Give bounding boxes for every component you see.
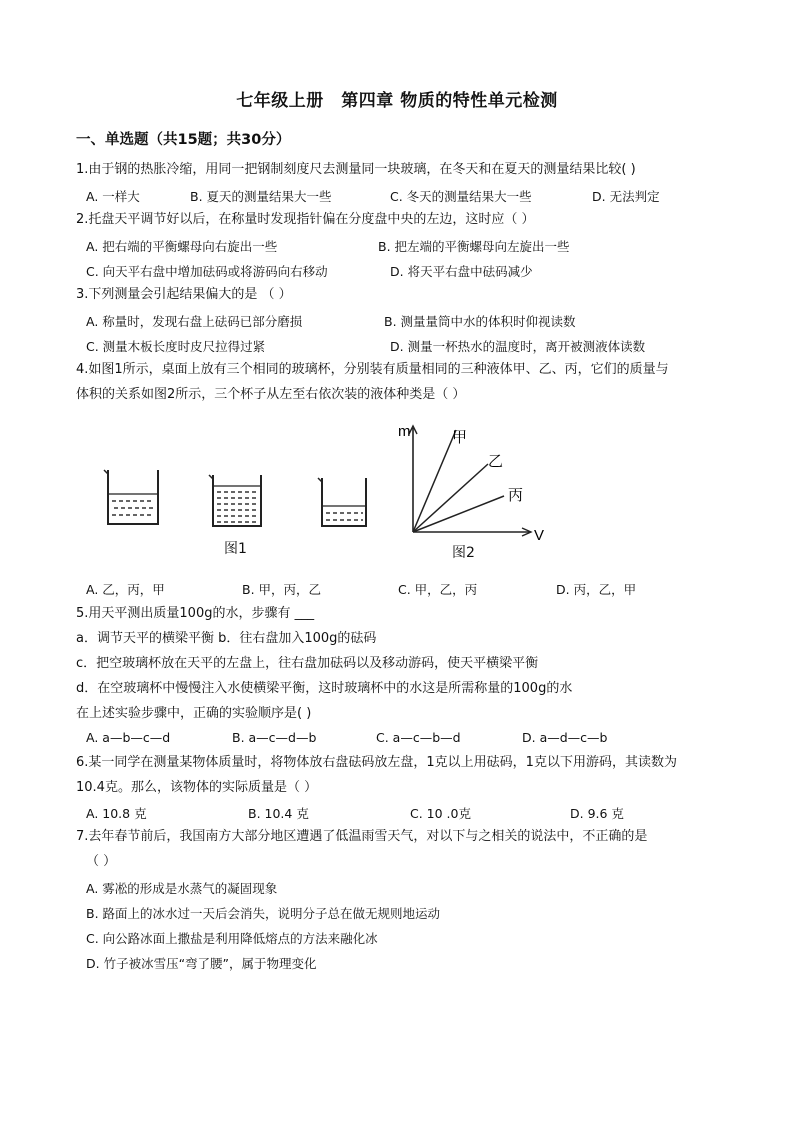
question-4-stem-line2: 体积的关系如图2所示，三个杯子从左至右依次装的液体种类是（ ） [76,387,466,402]
q5-ask: 在上述实验步骤中，正确的实验顺序是( ) [76,706,312,721]
q2-option-b: B. 把左端的平衡螺母向左旋出一些 [378,239,570,254]
q5-option-b: B. a—c—d—b [232,730,317,745]
figure-2-mass-volume-graph [400,420,560,550]
q1-option-d: D. 无法判定 [592,189,660,204]
label-jia: 甲 [452,428,468,446]
q7-option-d: D. 竹子被冰雪压“弯了腰”，属于物理变化 [86,956,317,971]
label-yi: 乙 [488,452,504,470]
section-heading: 一、单选题（共15题；共30分） [76,132,291,148]
q2-option-a: A. 把右端的平衡螺母向右旋出一些 [86,239,278,254]
q7-option-b: B. 路面上的冰水过一天后会消失，说明分子总在做无规则地运动 [86,906,441,921]
q4-option-d: D. 丙，乙，甲 [556,582,637,597]
label-bing: 丙 [508,486,524,504]
q4-option-b: B. 甲，丙，乙 [242,582,322,597]
q3-option-b: B. 测量量筒中水的体积时仰视读数 [384,314,576,329]
q1-option-c: C. 冬天的测量结果大一些 [390,189,532,204]
q7-option-a: A. 雾凇的形成是水蒸气的凝固现象 [86,881,278,896]
q3-option-c: C. 测量木板长度时皮尺拉得过紧 [86,339,266,354]
line-jia [413,430,456,532]
q5-step-c: c．把空玻璃杯放在天平的左盘上，往右盘加砝码以及移动游码，使天平横梁平衡 [76,656,539,671]
axis-m-label: m [398,423,411,440]
question-4-stem-line1: 4.如图1所示，桌面上放有三个相同的玻璃杯，分别装有质量相同的三种液体甲、乙、丙，它们的质量与 [76,362,669,377]
page-title: 七年级上册 第四章 物质的特性单元检测 [236,91,558,111]
question-2-stem: 2.托盘天平调节好以后，在称量时发现指针偏在分度盘中央的左边，这时应（ ） [76,212,535,227]
q3-option-d: D. 测量一杯热水的温度时，离开被测液体读数 [390,339,646,354]
q3-option-a: A. 称量时，发现右盘上砝码已部分磨损 [86,314,303,329]
q5-step-d: d．在空玻璃杯中慢慢注入水使横梁平衡，这时玻璃杯中的水这是所需称量的100g的水 [76,681,573,696]
q5-option-a: A. a—b—c—d [86,730,171,745]
question-6-stem-line1: 6.某一同学在测量某物体质量时，将物体放右盘砝码放左盘，1克以上用砝码，1克以下用游码，其读数为 [76,755,677,770]
beaker-middle [209,475,261,526]
q5-option-d: D. a—d—c—b [522,730,608,745]
beaker-right [318,478,366,526]
q6-option-b: B. 10.4 克 [248,806,309,821]
question-7-paren: （ ） [86,854,117,869]
question-5-stem: 5.用天平测出质量100g的水，步骤有 ___ [76,606,315,621]
q6-option-a: A. 10.8 克 [86,806,147,821]
question-3-stem: 3.下列测量会引起结果偏大的是 （ ） [76,287,292,302]
beaker-left [104,470,158,524]
figure-2-caption: 图2 [452,545,475,561]
question-6-stem-line2: 10.4克。那么，该物体的实际质量是（ ） [76,780,318,795]
line-yi [413,464,488,532]
figure-1-caption: 图1 [224,541,247,557]
q2-option-d: D. 将天平右盘中砝码减少 [390,264,533,279]
question-7-stem: 7.去年春节前后，我国南方大部分地区遭遇了低温雨雪天气，对以下与之相关的说法中，不正确的是 [76,829,648,844]
axis-v-label: V [534,527,545,544]
q2-option-c: C. 向天平右盘中增加砝码或将游码向右移动 [86,264,328,279]
q5-step-a-b: a．调节天平的横梁平衡 b．往右盘加入100g的砝码 [76,631,377,646]
q6-option-c: C. 10 .0克 [410,806,471,821]
question-1-stem: 1.由于钢的热胀冷缩，用同一把钢制刻度尺去测量同一块玻璃，在冬天和在夏天的测量结果比较( ) [76,162,636,177]
q1-option-b: B. 夏天的测量结果大一些 [190,189,332,204]
q6-option-d: D. 9.6 克 [570,806,624,821]
q1-option-a: A. 一样大 [86,189,140,204]
q4-option-c: C. 甲，乙，丙 [398,582,478,597]
q7-option-c: C. 向公路冰面上撒盐是利用降低熔点的方法来融化冰 [86,931,378,946]
q4-option-a: A. 乙，丙，甲 [86,582,165,597]
q5-option-c: C. a—c—b—d [376,730,461,745]
